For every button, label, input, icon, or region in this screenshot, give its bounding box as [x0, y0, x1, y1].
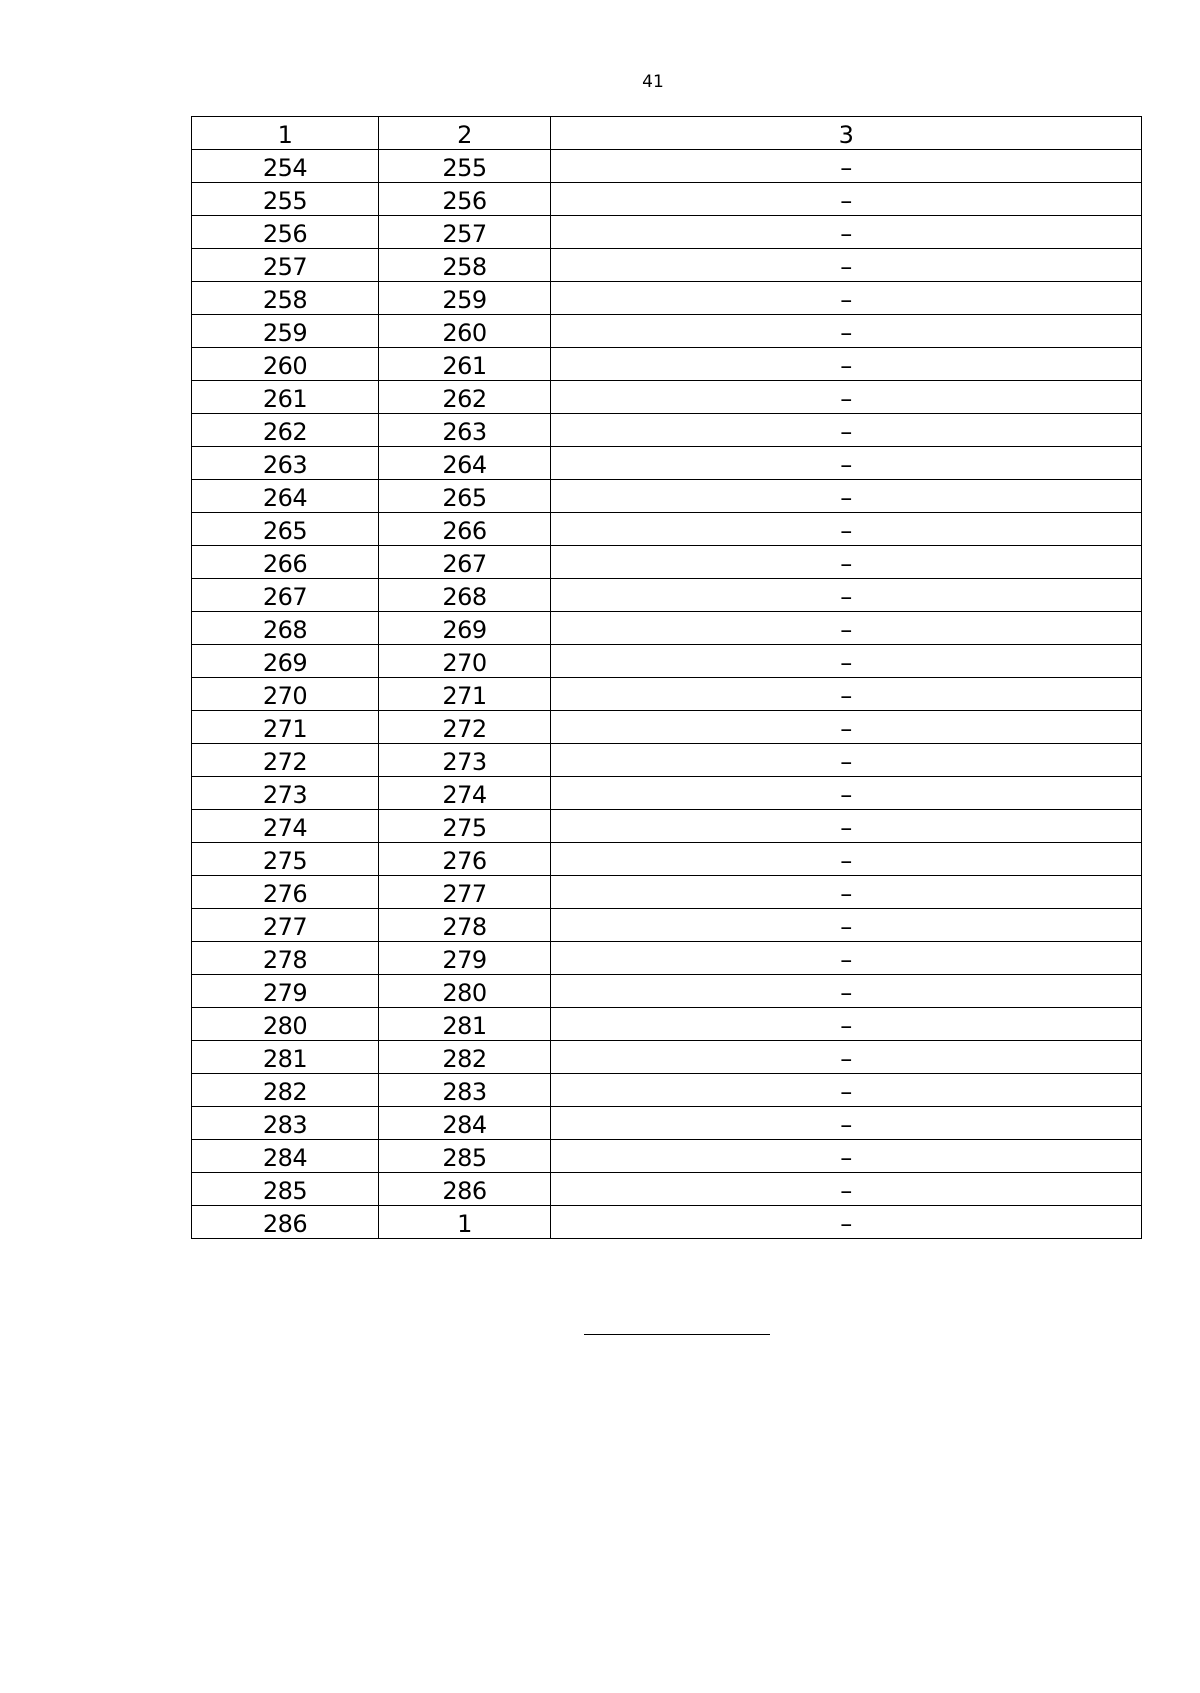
table-row — [192, 1041, 1142, 1074]
table-cell-col-3: – — [551, 381, 1142, 414]
table-cell-col-3: – — [551, 612, 1142, 645]
table-cell-col-3: – — [551, 810, 1142, 843]
table-row — [192, 1008, 1142, 1041]
table-cell-col-1: 263 — [192, 447, 379, 480]
table-cell-col-1: 270 — [192, 678, 379, 711]
table-cell-col-2: 277 — [379, 876, 551, 909]
table-cell-col-1: 286 — [192, 1206, 379, 1239]
page-number: 41 — [642, 72, 664, 92]
end-rule — [584, 1334, 770, 1335]
table-cell-col-3: – — [551, 546, 1142, 579]
header-row — [192, 117, 1142, 150]
table-row — [192, 480, 1142, 513]
table-cell-col-1: 269 — [192, 645, 379, 678]
table-cell-col-1: 275 — [192, 843, 379, 876]
table-cell-col-3: – — [551, 513, 1142, 546]
table-row — [192, 579, 1142, 612]
table-cell-col-2: 278 — [379, 909, 551, 942]
table-cell-col-1: 282 — [192, 1074, 379, 1107]
table-cell-col-2: 282 — [379, 1041, 551, 1074]
table-cell-col-2: 1 — [379, 1206, 551, 1239]
table-row — [192, 678, 1142, 711]
table-row — [192, 282, 1142, 315]
table-cell-col-2: 263 — [379, 414, 551, 447]
table-cell-col-1: 283 — [192, 1107, 379, 1140]
table-cell-col-2: 265 — [379, 480, 551, 513]
table-cell-col-3: – — [551, 216, 1142, 249]
table-cell-col-1: 266 — [192, 546, 379, 579]
table-cell-col-2: 261 — [379, 348, 551, 381]
table-cell-col-3: – — [551, 414, 1142, 447]
table-row — [192, 612, 1142, 645]
table-cell-col-3: – — [551, 183, 1142, 216]
table-row — [192, 909, 1142, 942]
table-cell-col-3: – — [551, 777, 1142, 810]
table-cell-col-1: 258 — [192, 282, 379, 315]
table-row — [192, 843, 1142, 876]
table-cell-col-3: – — [551, 249, 1142, 282]
table-cell-col-2: 276 — [379, 843, 551, 876]
table-cell-col-2: 271 — [379, 678, 551, 711]
table-cell-col-3: – — [551, 150, 1142, 183]
table-cell-col-3: – — [551, 1041, 1142, 1074]
table-cell-col-1: 259 — [192, 315, 379, 348]
table-cell-col-1: 273 — [192, 777, 379, 810]
table-cell-col-3: – — [551, 1140, 1142, 1173]
table-cell-col-3: – — [551, 1206, 1142, 1239]
table-row — [192, 513, 1142, 546]
table-cell-col-2: 258 — [379, 249, 551, 282]
table-cell-col-3: – — [551, 315, 1142, 348]
table-cell-col-1: 265 — [192, 513, 379, 546]
table-cell-col-1: 285 — [192, 1173, 379, 1206]
table-cell-col-2: 264 — [379, 447, 551, 480]
table-cell-col-2: 255 — [379, 150, 551, 183]
table-cell-col-2: 256 — [379, 183, 551, 216]
table-cell-col-3: – — [551, 975, 1142, 1008]
table-cell-col-1: 257 — [192, 249, 379, 282]
table-cell-col-2: 286 — [379, 1173, 551, 1206]
table-cell-col-1: 277 — [192, 909, 379, 942]
table-cell-col-3: – — [551, 1173, 1142, 1206]
table-row — [192, 942, 1142, 975]
table-cell-col-3: – — [551, 942, 1142, 975]
table-cell-col-2: 260 — [379, 315, 551, 348]
table-cell-col-3: – — [551, 876, 1142, 909]
table-row — [192, 447, 1142, 480]
table-row — [192, 1107, 1142, 1140]
table-cell-col-2: 274 — [379, 777, 551, 810]
table-cell-col-3: – — [551, 1008, 1142, 1041]
table-row — [192, 414, 1142, 447]
table-row — [192, 183, 1142, 216]
table-cell-col-1: 274 — [192, 810, 379, 843]
table-cell-col-3: – — [551, 678, 1142, 711]
table-cell-col-2: 275 — [379, 810, 551, 843]
table-cell-col-2: 285 — [379, 1140, 551, 1173]
table-row — [192, 1206, 1142, 1239]
table-cell-col-1: 260 — [192, 348, 379, 381]
table-cell-col-3: – — [551, 843, 1142, 876]
table-cell-col-2: 279 — [379, 942, 551, 975]
table-container — [191, 116, 1142, 1239]
table-cell-col-3: – — [551, 348, 1142, 381]
table-row — [192, 810, 1142, 843]
table-row — [192, 216, 1142, 249]
header-cell-col-1: 1 — [192, 117, 379, 150]
table-cell-col-1: 262 — [192, 414, 379, 447]
header-cell-col-2: 2 — [379, 117, 551, 150]
table-row — [192, 1074, 1142, 1107]
table-cell-col-3: – — [551, 909, 1142, 942]
table-cell-col-2: 267 — [379, 546, 551, 579]
table-cell-col-3: – — [551, 282, 1142, 315]
table-cell-col-3: – — [551, 579, 1142, 612]
table-row — [192, 645, 1142, 678]
table-row — [192, 975, 1142, 1008]
table-row — [192, 1173, 1142, 1206]
table-row — [192, 1140, 1142, 1173]
table-cell-col-2: 273 — [379, 744, 551, 777]
table-cell-col-1: 256 — [192, 216, 379, 249]
table-cell-col-1: 281 — [192, 1041, 379, 1074]
table-row — [192, 348, 1142, 381]
table-cell-col-1: 271 — [192, 711, 379, 744]
table-row — [192, 711, 1142, 744]
table-body — [192, 150, 1142, 1239]
table-row — [192, 249, 1142, 282]
table-cell-col-2: 280 — [379, 975, 551, 1008]
table-cell-col-3: – — [551, 711, 1142, 744]
table-cell-col-1: 264 — [192, 480, 379, 513]
table-cell-col-1: 254 — [192, 150, 379, 183]
table-cell-col-3: – — [551, 1074, 1142, 1107]
table-cell-col-2: 268 — [379, 579, 551, 612]
table-cell-col-2: 281 — [379, 1008, 551, 1041]
table-cell-col-2: 257 — [379, 216, 551, 249]
table-cell-col-1: 276 — [192, 876, 379, 909]
table-row — [192, 546, 1142, 579]
table-cell-col-2: 270 — [379, 645, 551, 678]
table-cell-col-1: 267 — [192, 579, 379, 612]
table-cell-col-1: 280 — [192, 1008, 379, 1041]
table-cell-col-2: 262 — [379, 381, 551, 414]
table-row — [192, 381, 1142, 414]
table-cell-col-1: 255 — [192, 183, 379, 216]
data-table — [191, 116, 1142, 1239]
table-cell-col-1: 261 — [192, 381, 379, 414]
table-cell-col-1: 278 — [192, 942, 379, 975]
table-cell-col-2: 283 — [379, 1074, 551, 1107]
table-cell-col-2: 284 — [379, 1107, 551, 1140]
table-cell-col-1: 279 — [192, 975, 379, 1008]
table-cell-col-3: – — [551, 1107, 1142, 1140]
table-cell-col-1: 284 — [192, 1140, 379, 1173]
table-cell-col-2: 259 — [379, 282, 551, 315]
table-cell-col-2: 272 — [379, 711, 551, 744]
table-cell-col-3: – — [551, 447, 1142, 480]
table-cell-col-2: 269 — [379, 612, 551, 645]
table-row — [192, 315, 1142, 348]
table-cell-col-1: 268 — [192, 612, 379, 645]
table-row — [192, 744, 1142, 777]
table-cell-col-3: – — [551, 645, 1142, 678]
header-cell-col-3: 3 — [551, 117, 1142, 150]
table-cell-col-3: – — [551, 744, 1142, 777]
table-cell-col-3: – — [551, 480, 1142, 513]
table-cell-col-2: 266 — [379, 513, 551, 546]
table-row — [192, 150, 1142, 183]
table-cell-col-1: 272 — [192, 744, 379, 777]
table-header — [192, 117, 1142, 150]
table-row — [192, 777, 1142, 810]
table-row — [192, 876, 1142, 909]
